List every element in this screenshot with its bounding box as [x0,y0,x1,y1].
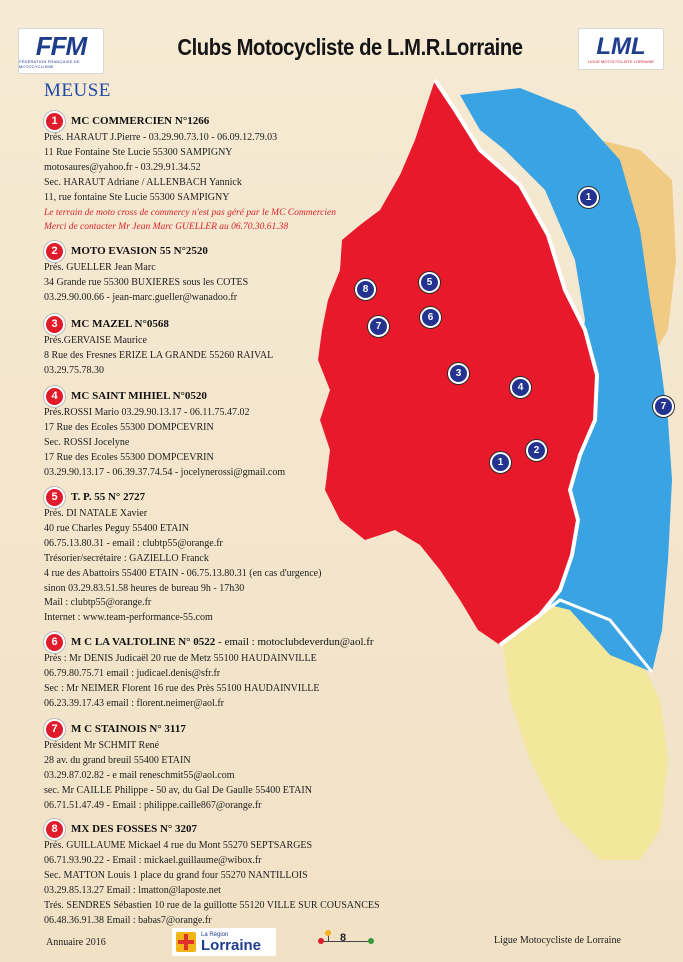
club-line: Prés.GERVAISE Maurice [44,335,147,346]
lml-logo-mark: LML [596,32,646,60]
ffm-logo-sub: FÉDÉRATION FRANÇAISE DE MOTOCYCLISME [19,59,80,69]
club-line: 03.29.85.13.27 Email : lmatton@laposte.net [44,884,221,896]
club-line: Sec. MATTON Louis 1 place du grand four 55270 NANTILLOIS [44,869,308,881]
club-entry-2 [44,242,464,306]
club-line: 17 Rue des Ecoles 55300 DOMPCEVRIN [44,421,214,433]
club-line: 06.75.13.80.31 - email : clubtp55@orange.fr [44,537,223,549]
club-line: sec. Mr CAILLE Philippe - 50 av, du Gal De Gaulle 55400 ETAIN [44,784,312,796]
club-number-badge: 7 [44,719,65,740]
club-name-text: M C LA VALTOLINE N° 0522 [71,636,216,648]
club-name: MC SAINT MIHIEL N°0520 [71,390,207,402]
club-line: Mail : clubtp55@orange.fr [44,597,152,609]
map-marker-2: 2 [526,440,547,461]
club-line: 11, rue fontaine Ste Lucie 55300 SAMPIGNY [44,191,230,203]
lml-logo [578,28,664,70]
club-entry-4 [44,387,464,481]
club-line: 06.71.51.47.49 - Email : philippe.caille867@orange.fr [44,799,262,811]
page-number-text: 8 [340,932,347,944]
club-number-badge: 6 [44,632,65,653]
club-name: MOTO EVASION 55 N°2520 [71,245,208,257]
map-marker-8: 8 [355,279,376,300]
club-name: M C STAINOIS N° 3117 [71,723,186,735]
map-marker-7-neighbor: 7 [653,396,674,417]
club-name: MC COMMERCIEN N°1266 [71,115,210,127]
club-entry-5 [44,488,464,626]
page-header [0,28,683,78]
club-line: 06.23.39.17.43 email : florent.neimer@aol.fr [44,697,224,709]
ffm-logo [18,28,104,74]
club-note: Le terrain de moto cross de commercy n'est pas géré par le MC Commercien [44,207,336,218]
club-name: MX DES FOSSES N° 3207 [71,823,198,835]
page-number-dot-green [368,938,374,944]
club-line: Sec. ROSSI Jocelyne [44,436,130,448]
club-line: sinon 03.29.83.51.58 heures de bureau 9h - 17h30 [44,582,245,594]
page-number-dot-yellow [325,930,331,936]
club-line: 06.71.93.90.22 - Email : mickael.guillaume@wibox.fr [44,854,262,866]
map-marker-1-neighbor: 1 [578,187,599,208]
page-title: Clubs Motocycliste de L.M.R.Lorraine [177,34,523,60]
club-line: Internet : www.team-performance-55.com [44,612,213,624]
page-number [318,926,378,952]
club-line: Prés. GUELLER Jean Marc [44,262,156,273]
ffm-logo-mark: FFM [35,31,87,61]
map-marker-6: 6 [420,307,441,328]
club-line: motosaures@yahoo.fr - 03.29.91.34.52 [44,161,201,173]
map-marker-1: 1 [490,452,511,473]
club-number-badge: 1 [44,111,65,132]
region-logo-small: La Région [201,931,229,938]
region-logo-big: Lorraine [201,936,262,954]
club-line: 8 Rue des Fresnes ERIZE LA GRANDE 55260 RAIVAL [44,349,274,361]
club-line: Prés. GUILLAUME Mickael 4 rue du Mont 55270 SEPTSARGES [44,840,313,851]
map-marker-4: 4 [510,377,531,398]
club-number-badge: 2 [44,241,65,262]
map-marker-5: 5 [419,272,440,293]
footer-ligue: Ligue Motocycliste de Lorraine [494,935,621,946]
map-marker-7: 7 [368,316,389,337]
club-name: MC MAZEL N°0568 [71,318,169,330]
club-line: 28 av. du grand breuil 55400 ETAIN [44,754,191,766]
club-name [71,636,374,648]
lorraine-cross-icon [176,932,196,952]
lml-logo-sub: LIGUE MOTOCYCLISTE LORRAINE [587,58,655,64]
club-line: 03.29.90.00.66 - jean-marc.gueller@wanadoo.fr [44,291,238,303]
club-line: 03.29.75.78.30 [44,364,104,376]
club-line: 4 rue des Abattoirs 55400 ETAIN - 06.75.13.80.31 (en cas d'urgence) [44,567,322,579]
club-line: 34 Grande rue 55300 BUXIERES sous les COTES [44,276,249,288]
page-number-line [322,941,372,942]
club-line: 06.48.36.91.38 Email : babas7@orange.fr [44,914,212,926]
footer-annuaire: Annuaire 2016 [46,937,106,948]
club-number-badge: 5 [44,487,65,508]
club-number-badge: 3 [44,314,65,335]
club-email: - email : motoclubdeverdun@aol.fr [215,636,374,648]
club-entry-7 [44,720,464,814]
club-entry-3 [44,315,464,379]
club-note: Merci de contacter Mr Jean Marc GUELLER au 06.70.30.61.38 [44,222,289,233]
club-line: 11 Rue Fontaine Ste Lucie 55300 SAMPIGNY [44,146,233,158]
club-line: Prés. HARAUT J.Pierre - 03.29.90.73.10 - 06.09.12.79.03 [44,132,278,143]
club-entry-8 [44,820,464,928]
club-line: Prés. DI NATALE Xavier [44,508,148,519]
map-marker-3: 3 [448,363,469,384]
club-number-badge: 4 [44,386,65,407]
region-lorraine-logo [172,928,276,956]
club-line: 06.79.80.75.71 email : judicael.denis@sfr.fr [44,667,221,679]
club-entry-1 [44,112,464,235]
club-name: T. P. 55 N° 2727 [71,491,146,503]
club-line: Sec : Mr NEIMER Florent 16 rue des Près 55100 HAUDAINVILLE [44,682,320,694]
club-line: Prés : Mr DENIS Judicaël 20 rue de Metz 55100 HAUDAINVILLE [44,653,317,664]
club-number-badge: 8 [44,819,65,840]
club-line: 03.29.87.02.82 - e mail reneschmit55@aol.com [44,769,235,781]
club-entry-6 [44,633,464,712]
club-line: Prés.ROSSI Mario 03.29.90.13.17 - 06.11.75.47.02 [44,407,250,418]
club-line: 17 Rue des Ecoles 55300 DOMPCEVRIN [44,451,214,463]
page-number-dot-red [318,938,324,944]
club-line: Trés. SENDRES Sébastien 10 rue de la guillotte 55120 VILLE SUR COUSANCES [44,899,380,911]
club-line: 03.29.90.13.17 - 06.39.37.74.54 - jocelynerossi@gmail.com [44,466,286,478]
club-line: 40 rue Charles Peguy 55400 ETAIN [44,522,190,534]
club-line: Président Mr SCHMIT René [44,740,160,751]
club-line: Sec. HARAUT Adriane / ALLENBACH Yannick [44,176,242,188]
section-title: MEUSE [44,80,111,101]
club-line: Trésorier/secrétaire : GAZIELLO Franck [44,552,209,564]
